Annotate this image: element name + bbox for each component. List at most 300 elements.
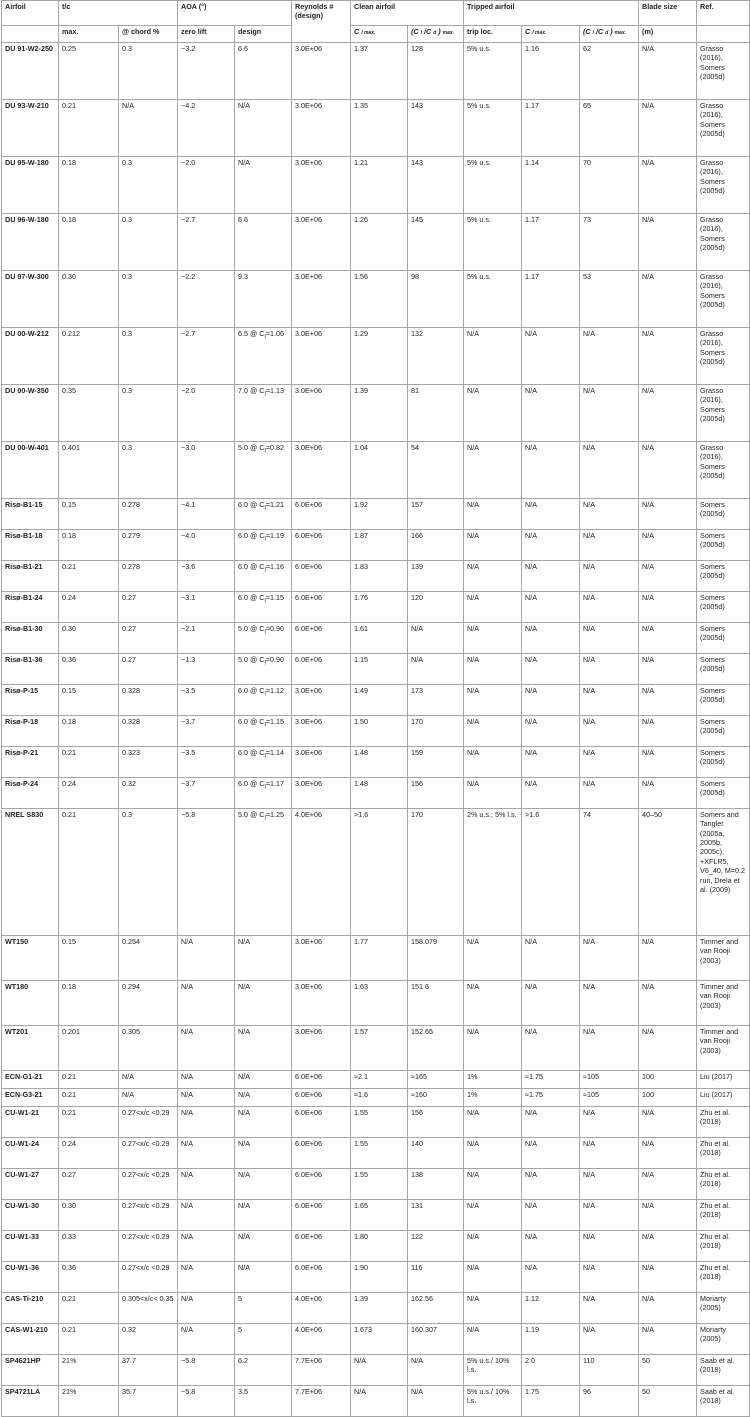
cell-tc-max: 0.24 (59, 592, 119, 623)
header-clean-airfoil: Clean airfoil (351, 1, 464, 26)
cell-aoa-zero-lift: −3.2 (178, 43, 235, 100)
cell-clean-cl-max: ≈1.6 (351, 1089, 408, 1107)
table-header (2, 1, 750, 43)
cell-aoa-zero-lift: N/A (178, 936, 235, 981)
cell-airfoil: ECN-G3-21 (2, 1089, 59, 1107)
cell-blade-size: N/A (639, 385, 697, 442)
cell-trip-cl-cd-max: 74 (580, 809, 639, 936)
cell-aoa-zero-lift: N/A (178, 1262, 235, 1293)
cell-aoa-zero-lift: −5.8 (178, 1355, 235, 1386)
cell-blade-size: 40–50 (639, 809, 697, 936)
cell-clean-cl-max: 1.21 (351, 157, 408, 214)
cell-aoa-design: N/A (235, 981, 292, 1026)
cell-tc-max: 0.36 (59, 1262, 119, 1293)
cell-airfoil: CU-W1-30 (2, 1200, 59, 1231)
cell-tc-max: 0.21 (59, 1071, 119, 1089)
cell-tc-chord: 0.278 (119, 561, 178, 592)
header-tripped-airfoil: Tripped airfoil (464, 1, 639, 26)
cell-blade-size: N/A (639, 747, 697, 778)
cell-blade-size: N/A (639, 592, 697, 623)
cell-tc-max: 0.24 (59, 1138, 119, 1169)
cell-aoa-zero-lift: −3.5 (178, 685, 235, 716)
cell-trip-cl-max: N/A (522, 561, 580, 592)
table-row (2, 157, 750, 214)
cell-aoa-design: 5.0 @ $C_l=0.90$ (235, 654, 292, 685)
cell-airfoil: DU 97-W-300 (2, 271, 59, 328)
cell-trip-cl-cd-max: N/A (580, 1231, 639, 1262)
cell-clean-cl-cd-max: 143 (408, 100, 464, 157)
cell-ref: Liu (2017) (697, 1089, 750, 1107)
cell-reynolds: 3.0E+06 (292, 271, 351, 328)
cell-trip-loc: N/A (464, 530, 522, 561)
cell-tc-max: 0.21 (59, 1107, 119, 1138)
cell-aoa-design: 3.5 (235, 1386, 292, 1417)
cell-blade-size: 100 (639, 1089, 697, 1107)
cell-tc-max: 0.30 (59, 623, 119, 654)
cell-clean-cl-cd-max: 173 (408, 685, 464, 716)
cell-ref: Somers (2005d) (697, 561, 750, 592)
cell-reynolds: 3.0E+06 (292, 214, 351, 271)
cell-tc-max: 0.15 (59, 936, 119, 981)
header-aoa-design: design (235, 26, 292, 43)
cell-trip-loc: N/A (464, 499, 522, 530)
cell-blade-size: N/A (639, 1200, 697, 1231)
cell-trip-cl-cd-max: N/A (580, 747, 639, 778)
cell-airfoil: DU 00-W-212 (2, 328, 59, 385)
cell-trip-cl-cd-max: 65 (580, 100, 639, 157)
cell-clean-cl-max: 1.65 (351, 1200, 408, 1231)
cell-trip-cl-max: >1.6 (522, 809, 580, 936)
cell-trip-cl-cd-max: 62 (580, 43, 639, 100)
cell-aoa-zero-lift: N/A (178, 1293, 235, 1324)
cell-blade-size: N/A (639, 936, 697, 981)
table-row (2, 981, 750, 1026)
cell-aoa-design: 6.2 (235, 1355, 292, 1386)
cell-tc-chord: 0.3 (119, 442, 178, 499)
cell-clean-cl-max: 1.29 (351, 328, 408, 385)
cell-ref: Somers and Tangler (2005a, 2005b, 2005c), +XFLR5, V6_40, M=0.2 run, Drela et al. (2009) (697, 809, 750, 936)
cell-trip-cl-max: N/A (522, 981, 580, 1026)
header-blade-size: Blade size (639, 1, 697, 26)
cell-clean-cl-cd-max: 151.6 (408, 981, 464, 1026)
cell-ref: Grasso (2016), Somers (2005d) (697, 328, 750, 385)
cell-trip-cl-max: N/A (522, 442, 580, 499)
cell-trip-cl-cd-max: N/A (580, 1138, 639, 1169)
cell-clean-cl-cd-max: 152.65 (408, 1026, 464, 1071)
cell-clean-cl-max: 1.55 (351, 1107, 408, 1138)
table-row (2, 100, 750, 157)
cell-trip-cl-max: 1.19 (522, 1324, 580, 1355)
cell-trip-cl-cd-max: N/A (580, 1324, 639, 1355)
cell-tc-max: 0.15 (59, 685, 119, 716)
cell-clean-cl-max: 1.49 (351, 685, 408, 716)
cell-aoa-design: 6.0 @ $C_l=1.15$ (235, 592, 292, 623)
cell-clean-cl-max: 1.63 (351, 981, 408, 1026)
cell-trip-cl-cd-max: N/A (580, 328, 639, 385)
cell-ref: Zhu et al. (2018) (697, 1231, 750, 1262)
cell-clean-cl-cd-max: 158.079 (408, 936, 464, 981)
cell-airfoil: CU-W1-33 (2, 1231, 59, 1262)
cell-tc-chord: 0.32 (119, 1324, 178, 1355)
cell-clean-cl-max: 1.90 (351, 1262, 408, 1293)
cell-aoa-design: 5.0 @ $C_l=0.90$ (235, 623, 292, 654)
cell-aoa-design: N/A (235, 1169, 292, 1200)
cell-trip-cl-cd-max: N/A (580, 385, 639, 442)
table-row (2, 499, 750, 530)
cell-trip-loc: N/A (464, 1262, 522, 1293)
cell-clean-cl-max: N/A (351, 1386, 408, 1417)
cell-blade-size: N/A (639, 1169, 697, 1200)
cell-clean-cl-cd-max: 145 (408, 214, 464, 271)
table-row (2, 1138, 750, 1169)
cell-airfoil: Risø-P-18 (2, 716, 59, 747)
cell-tc-max: 0.27 (59, 1169, 119, 1200)
table-row (2, 1169, 750, 1200)
cell-tc-chord: 37.7 (119, 1355, 178, 1386)
table-row (2, 809, 750, 936)
cell-trip-cl-max: ≈1.75 (522, 1089, 580, 1107)
cell-ref: Somers (2005d) (697, 530, 750, 561)
cell-ref: Zhu et al. (2018) (697, 1169, 750, 1200)
cell-tc-chord: 0.27<x/c <0.29 (119, 1262, 178, 1293)
cell-blade-size: N/A (639, 1231, 697, 1262)
cell-aoa-design: 6.0 @ $C_l=1.17$ (235, 778, 292, 809)
cell-airfoil: Risø-B1-24 (2, 592, 59, 623)
cell-tc-chord: 35.7 (119, 1386, 178, 1417)
header-trip-cl-cd-max: (C l /C d ) max. (580, 26, 639, 43)
cell-aoa-design: N/A (235, 100, 292, 157)
cell-aoa-design: N/A (235, 936, 292, 981)
cell-trip-loc: 1% (464, 1071, 522, 1089)
cell-trip-loc: N/A (464, 592, 522, 623)
cell-reynolds: 3.0E+06 (292, 1026, 351, 1071)
cell-ref: Liu (2017) (697, 1071, 750, 1089)
cell-clean-cl-cd-max: 170 (408, 809, 464, 936)
cell-aoa-design: N/A (235, 1071, 292, 1089)
cell-trip-cl-cd-max: 53 (580, 271, 639, 328)
cell-aoa-design: 6.0 @ $C_l=1.19$ (235, 530, 292, 561)
cell-clean-cl-cd-max: 160.307 (408, 1324, 464, 1355)
cell-clean-cl-max: 1.673 (351, 1324, 408, 1355)
header-clean-cl-cd-max: (C l /C d ) max. (408, 26, 464, 43)
cell-ref: Grasso (2016), Somers (2005d) (697, 157, 750, 214)
table-row (2, 592, 750, 623)
cell-reynolds: 3.0E+06 (292, 100, 351, 157)
cell-aoa-zero-lift: −2.1 (178, 623, 235, 654)
header-airfoil: Airfoil (2, 1, 59, 26)
cell-aoa-zero-lift: N/A (178, 981, 235, 1026)
header-ref: Ref. (697, 1, 750, 26)
cell-trip-loc: N/A (464, 654, 522, 685)
cell-reynolds: 3.0E+06 (292, 747, 351, 778)
cell-trip-cl-max: N/A (522, 778, 580, 809)
cell-aoa-zero-lift: −1.3 (178, 654, 235, 685)
cell-aoa-zero-lift: N/A (178, 1324, 235, 1355)
cell-reynolds: 6.0E+06 (292, 1089, 351, 1107)
cell-clean-cl-cd-max: 143 (408, 157, 464, 214)
cell-trip-cl-max: 1.17 (522, 214, 580, 271)
cell-ref: Zhu et al. (2018) (697, 1200, 750, 1231)
cell-trip-loc: 5% u.s./ 10% l.s. (464, 1355, 522, 1386)
cell-trip-cl-max: N/A (522, 623, 580, 654)
cell-tc-max: 0.401 (59, 442, 119, 499)
cell-tc-max: 0.21 (59, 1089, 119, 1107)
cell-aoa-design: 5.0 @ $C_l=1.25$ (235, 809, 292, 936)
header-airfoil-sub (2, 26, 59, 43)
cell-aoa-design: N/A (235, 1200, 292, 1231)
cell-clean-cl-cd-max: 132 (408, 328, 464, 385)
cell-blade-size: N/A (639, 654, 697, 685)
table-row (2, 1324, 750, 1355)
cell-reynolds: 3.0E+06 (292, 716, 351, 747)
cell-trip-cl-cd-max: N/A (580, 981, 639, 1026)
cell-tc-max: 0.24 (59, 778, 119, 809)
cell-clean-cl-cd-max: 170 (408, 716, 464, 747)
cell-blade-size: N/A (639, 1293, 697, 1324)
cell-clean-cl-max: 1.57 (351, 1026, 408, 1071)
cell-clean-cl-max: N/A (351, 1355, 408, 1386)
table-row (2, 778, 750, 809)
cell-airfoil: DU 00-W-350 (2, 385, 59, 442)
cell-aoa-zero-lift: −3.7 (178, 778, 235, 809)
cell-trip-cl-max: N/A (522, 592, 580, 623)
cell-aoa-zero-lift: −4.2 (178, 100, 235, 157)
cell-aoa-zero-lift: −2.0 (178, 157, 235, 214)
cell-tc-chord: 0.27 (119, 623, 178, 654)
cell-aoa-design: 6.0 @ $C_l=1.12$ (235, 685, 292, 716)
cell-reynolds: 6.0E+06 (292, 623, 351, 654)
cell-aoa-zero-lift: −3.1 (178, 592, 235, 623)
cell-clean-cl-cd-max: N/A (408, 654, 464, 685)
cell-blade-size: N/A (639, 685, 697, 716)
cell-trip-loc: N/A (464, 936, 522, 981)
cell-airfoil: Risø-P-24 (2, 778, 59, 809)
cell-ref: Grasso (2016), Somers (2005d) (697, 214, 750, 271)
cell-aoa-zero-lift: −3.7 (178, 716, 235, 747)
cell-trip-cl-max: N/A (522, 1231, 580, 1262)
cell-aoa-zero-lift: −4.0 (178, 530, 235, 561)
cell-trip-cl-cd-max: N/A (580, 654, 639, 685)
cell-airfoil: Risø-P-15 (2, 685, 59, 716)
cell-aoa-zero-lift: −3.6 (178, 561, 235, 592)
cell-trip-cl-max: N/A (522, 385, 580, 442)
cell-aoa-design: N/A (235, 1231, 292, 1262)
cell-trip-loc: 5% u.s. (464, 214, 522, 271)
cell-airfoil: ECN-G1-21 (2, 1071, 59, 1089)
cell-airfoil: WT201 (2, 1026, 59, 1071)
cell-ref: Timmer and van Rooji (2003) (697, 981, 750, 1026)
cell-blade-size: N/A (639, 442, 697, 499)
cell-reynolds: 6.0E+06 (292, 561, 351, 592)
cell-blade-size: N/A (639, 1324, 697, 1355)
cell-aoa-design: N/A (235, 157, 292, 214)
cell-tc-chord: 0.279 (119, 530, 178, 561)
cell-airfoil: SP4621HP (2, 1355, 59, 1386)
cell-reynolds: 6.0E+06 (292, 1200, 351, 1231)
cell-airfoil: Risø-B1-15 (2, 499, 59, 530)
table-row (2, 1089, 750, 1107)
cell-blade-size: N/A (639, 530, 697, 561)
cell-clean-cl-cd-max: ≈160 (408, 1089, 464, 1107)
cell-airfoil: CU-W1-27 (2, 1169, 59, 1200)
header-tc-chord: @ chord % (119, 26, 178, 43)
cell-tc-chord: 0.3 (119, 43, 178, 100)
cell-trip-cl-cd-max: 96 (580, 1386, 639, 1417)
cell-tc-chord: 0.328 (119, 716, 178, 747)
cell-trip-loc: N/A (464, 328, 522, 385)
cell-tc-max: 0.212 (59, 328, 119, 385)
header-tc: t/c (59, 1, 178, 26)
cell-trip-loc: N/A (464, 1169, 522, 1200)
cell-tc-chord: 0.27<x/c <0.29 (119, 1169, 178, 1200)
cell-tc-chord: 0.3 (119, 385, 178, 442)
table-row (2, 1071, 750, 1089)
cell-aoa-zero-lift: −2.2 (178, 271, 235, 328)
cell-tc-max: 21% (59, 1355, 119, 1386)
cell-trip-cl-cd-max: 70 (580, 157, 639, 214)
cell-clean-cl-cd-max: 128 (408, 43, 464, 100)
cell-aoa-zero-lift: N/A (178, 1231, 235, 1262)
cell-trip-cl-max: 1.75 (522, 1386, 580, 1417)
cell-tc-chord: 0.3 (119, 214, 178, 271)
table-row (2, 442, 750, 499)
cell-tc-max: 0.18 (59, 157, 119, 214)
cell-trip-loc: N/A (464, 1293, 522, 1324)
cell-reynolds: 6.0E+06 (292, 1262, 351, 1293)
cell-trip-loc: 5% u.s. (464, 43, 522, 100)
cell-aoa-zero-lift: −2.7 (178, 214, 235, 271)
cell-airfoil: DU 91-W2-250 (2, 43, 59, 100)
cell-clean-cl-cd-max: 116 (408, 1262, 464, 1293)
cell-aoa-zero-lift: N/A (178, 1089, 235, 1107)
cell-tc-chord: 0.27<x/c <0.29 (119, 1138, 178, 1169)
cell-trip-loc: 5% u.s. (464, 157, 522, 214)
cell-tc-chord: 0.3 (119, 328, 178, 385)
cell-airfoil: CU-W1-24 (2, 1138, 59, 1169)
cell-reynolds: 6.0E+06 (292, 1071, 351, 1089)
cell-trip-cl-max: N/A (522, 1262, 580, 1293)
cell-aoa-zero-lift: −5.8 (178, 809, 235, 936)
table-row (2, 654, 750, 685)
cell-clean-cl-cd-max: 81 (408, 385, 464, 442)
cell-tc-chord: 0.27 (119, 592, 178, 623)
cell-trip-loc: N/A (464, 1138, 522, 1169)
cell-trip-cl-max: 1.16 (522, 43, 580, 100)
cell-ref: Grasso (2016), Somers (2005d) (697, 43, 750, 100)
header-clean-cl-max: C l max. (351, 26, 408, 43)
cell-trip-cl-max: N/A (522, 747, 580, 778)
cell-tc-chord: N/A (119, 100, 178, 157)
airfoil-data-table (1, 0, 750, 1417)
cell-aoa-design: 6.6 (235, 43, 292, 100)
cell-clean-cl-cd-max: 162.56 (408, 1293, 464, 1324)
cell-ref: Moriarty (2005) (697, 1324, 750, 1355)
cell-reynolds: 3.0E+06 (292, 385, 351, 442)
cell-trip-cl-cd-max: N/A (580, 1107, 639, 1138)
cell-tc-max: 0.18 (59, 981, 119, 1026)
cell-reynolds: 6.0E+06 (292, 654, 351, 685)
cell-clean-cl-max: >1.6 (351, 809, 408, 936)
cell-clean-cl-max: 1.55 (351, 1138, 408, 1169)
cell-aoa-zero-lift: N/A (178, 1169, 235, 1200)
cell-ref: Zhu et al. (2018) (697, 1107, 750, 1138)
cell-clean-cl-cd-max: N/A (408, 623, 464, 654)
cell-clean-cl-max: 1.80 (351, 1231, 408, 1262)
cell-tc-max: 0.15 (59, 499, 119, 530)
cell-tc-max: 21% (59, 1386, 119, 1417)
cell-aoa-design: 6.0 @ $C_l=1.14$ (235, 747, 292, 778)
table-row (2, 1262, 750, 1293)
cell-clean-cl-max: ≈2.1 (351, 1071, 408, 1089)
table-row (2, 685, 750, 716)
cell-trip-cl-cd-max: N/A (580, 623, 639, 654)
table-row (2, 328, 750, 385)
table-row (2, 271, 750, 328)
table-row (2, 561, 750, 592)
cell-clean-cl-cd-max: N/A (408, 1355, 464, 1386)
cell-tc-chord: 0.323 (119, 747, 178, 778)
cell-tc-chord: 0.3 (119, 271, 178, 328)
cell-clean-cl-cd-max: 157 (408, 499, 464, 530)
cell-trip-loc: N/A (464, 1026, 522, 1071)
cell-tc-chord: 0.328 (119, 685, 178, 716)
cell-tc-max: 0.21 (59, 100, 119, 157)
cell-reynolds: 4.0E+06 (292, 1324, 351, 1355)
cell-tc-chord: 0.27<x/c <0.29 (119, 1231, 178, 1262)
table-row (2, 1293, 750, 1324)
cell-aoa-design: 9.3 (235, 271, 292, 328)
cell-trip-cl-max: 1.12 (522, 1293, 580, 1324)
cell-tc-chord: 0.305 (119, 1026, 178, 1071)
cell-tc-chord: N/A (119, 1071, 178, 1089)
table-row (2, 43, 750, 100)
cell-aoa-zero-lift: N/A (178, 1200, 235, 1231)
cell-clean-cl-cd-max: 138 (408, 1169, 464, 1200)
table-row (2, 1200, 750, 1231)
cell-trip-loc: 5% u.s. (464, 271, 522, 328)
cell-clean-cl-max: 1.77 (351, 936, 408, 981)
cell-clean-cl-max: 1.55 (351, 1169, 408, 1200)
cell-blade-size: N/A (639, 43, 697, 100)
cell-trip-cl-max: N/A (522, 1107, 580, 1138)
cell-trip-cl-cd-max: N/A (580, 778, 639, 809)
cell-trip-loc: N/A (464, 442, 522, 499)
cell-trip-cl-cd-max: N/A (580, 936, 639, 981)
table-row (2, 1231, 750, 1262)
cell-tc-max: 0.21 (59, 1324, 119, 1355)
table-row (2, 1026, 750, 1071)
cell-tc-max: 0.25 (59, 43, 119, 100)
cell-reynolds: 3.0E+06 (292, 685, 351, 716)
cell-aoa-zero-lift: −2.0 (178, 385, 235, 442)
cell-blade-size: 100 (639, 1071, 697, 1089)
cell-tc-max: 0.18 (59, 530, 119, 561)
cell-trip-cl-cd-max: N/A (580, 1169, 639, 1200)
cell-trip-cl-cd-max: N/A (580, 561, 639, 592)
cell-ref: Saab et al. (2018) (697, 1355, 750, 1386)
cell-trip-cl-cd-max: N/A (580, 685, 639, 716)
cell-clean-cl-cd-max: 131 (408, 1200, 464, 1231)
cell-blade-size: 50 (639, 1386, 697, 1417)
cell-aoa-zero-lift: N/A (178, 1026, 235, 1071)
cell-aoa-design: N/A (235, 1026, 292, 1071)
cell-aoa-zero-lift: N/A (178, 1107, 235, 1138)
cell-reynolds: 3.0E+06 (292, 778, 351, 809)
cell-airfoil: CU-W1-36 (2, 1262, 59, 1293)
header-reynolds: Reynolds # (design) (292, 1, 351, 43)
cell-trip-cl-cd-max: N/A (580, 499, 639, 530)
cell-aoa-zero-lift: −4.1 (178, 499, 235, 530)
